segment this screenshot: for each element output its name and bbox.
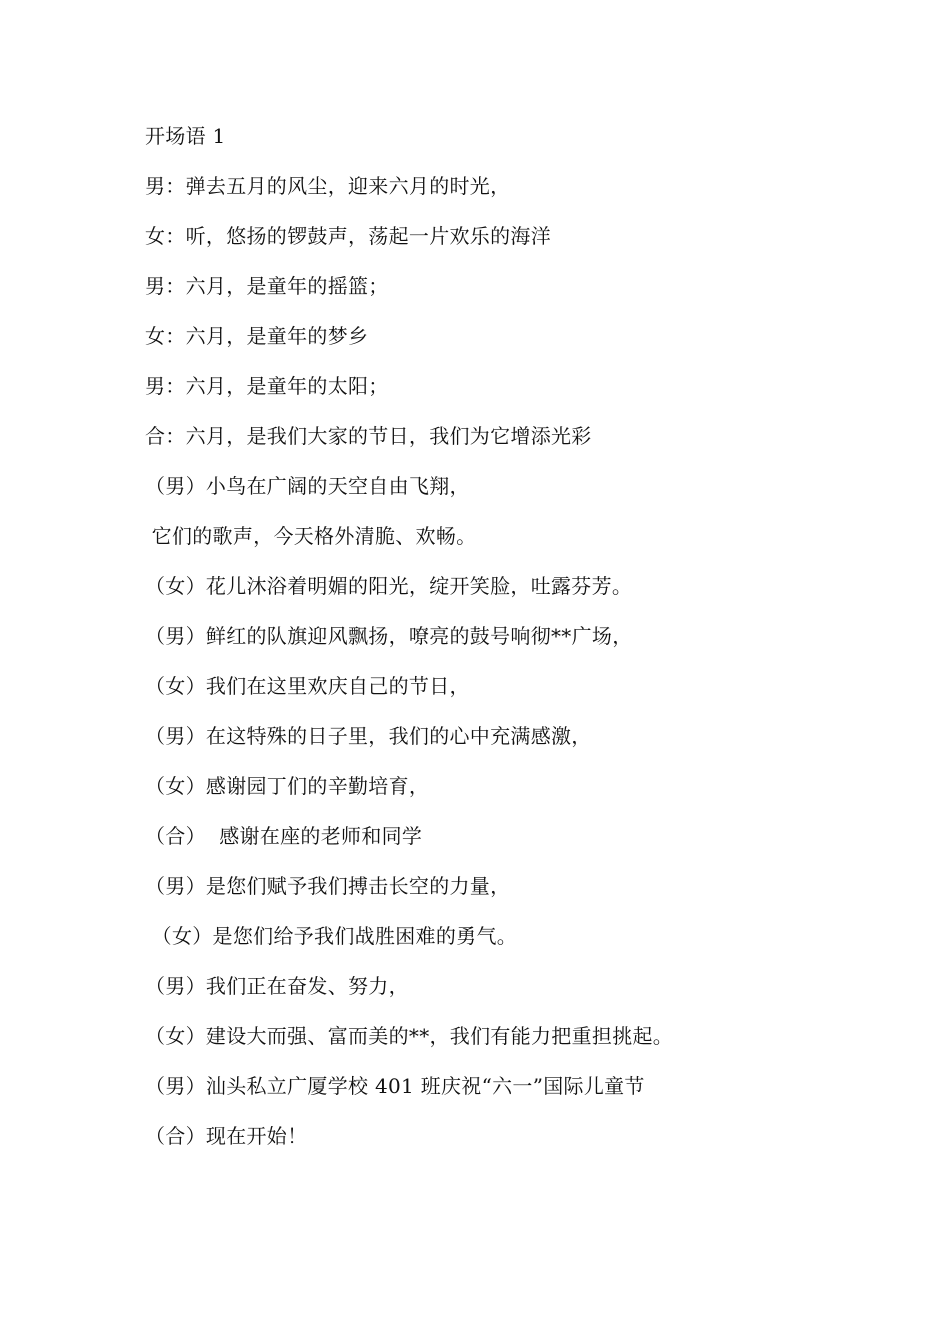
document-body xyxy=(145,122,905,1172)
script-line: 男：六月，是童年的摇篮； xyxy=(145,274,389,298)
script-line: （女）是您们给予我们战胜困难的勇气。 xyxy=(145,924,518,948)
script-line: （合） 感谢在座的老师和同学 xyxy=(145,824,423,848)
script-line: （女）建设大而强、富而美的**，我们有能力把重担挑起。 xyxy=(145,1024,674,1048)
script-line: （男）在这特殊的日子里，我们的心中充满感激， xyxy=(145,724,592,748)
document-title: 开场语 1 xyxy=(145,124,226,148)
script-line: （男）我们正在奋发、努力， xyxy=(145,974,409,998)
script-line: （合）现在开始！ xyxy=(145,1124,308,1148)
script-line: 男：六月，是童年的太阳； xyxy=(145,374,389,398)
script-line: （男）小鸟在广阔的天空自由飞翔， xyxy=(145,474,470,498)
script-line: （女）我们在这里欢庆自己的节日， xyxy=(145,674,470,698)
script-line: 合：六月，是我们大家的节日，我们为它增添光彩 xyxy=(145,424,592,448)
script-line: （男）汕头私立广厦学校 401 班庆祝“六一”国际儿童节 xyxy=(145,1074,645,1098)
script-line: （男）是您们赋予我们搏击长空的力量， xyxy=(145,874,511,898)
script-line: 男：弹去五月的风尘，迎来六月的时光， xyxy=(145,174,511,198)
script-line: 女：六月，是童年的梦乡 xyxy=(145,324,369,348)
script-line: （女）花儿沐浴着明媚的阳光，绽开笑脸，吐露芬芳。 xyxy=(145,574,633,598)
script-line: 女：听，悠扬的锣鼓声，荡起一片欢乐的海洋 xyxy=(145,224,551,248)
script-line: （女）感谢园丁们的辛勤培育， xyxy=(145,774,430,798)
script-line: 它们的歌声，今天格外清脆、欢畅。 xyxy=(145,524,477,548)
script-line: （男）鲜红的队旗迎风飘扬，嘹亮的鼓号响彻**广场， xyxy=(145,624,633,648)
